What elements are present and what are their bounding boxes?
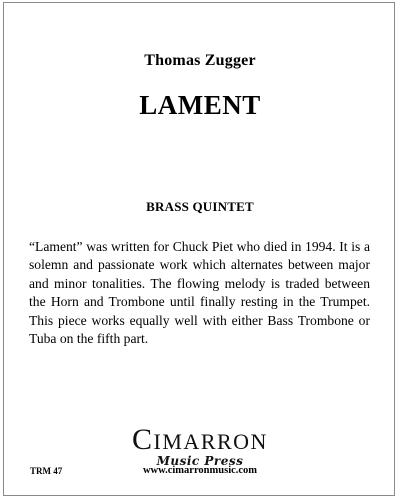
composer-name: Thomas Zugger	[144, 52, 256, 69]
description-paragraph: “Lament” was written for Chuck Piet who died in 1994. It is a solemn and passionate work which alternates between major and minor tonalities. The flowing melody is traded between the Horn and Trombone until finally resting in the Trumpet. This piece works equally well with either Bass Trombone or Tuba on the fifth part.	[29, 239, 370, 347]
publisher-logo-rest: IMARRON	[153, 429, 268, 454]
publisher-website: www.cimarronmusic.com	[142, 465, 258, 476]
publisher-logo-name	[0, 423, 400, 456]
publisher-logo-initial: C	[132, 423, 154, 456]
publisher-logo-subtitle: Music Press	[156, 454, 244, 468]
piece-title: LAMENT	[139, 90, 261, 120]
instrumentation: BRASS QUINTET	[146, 199, 254, 214]
catalog-number: TRM 47	[30, 466, 63, 476]
publisher-logo	[0, 423, 400, 468]
